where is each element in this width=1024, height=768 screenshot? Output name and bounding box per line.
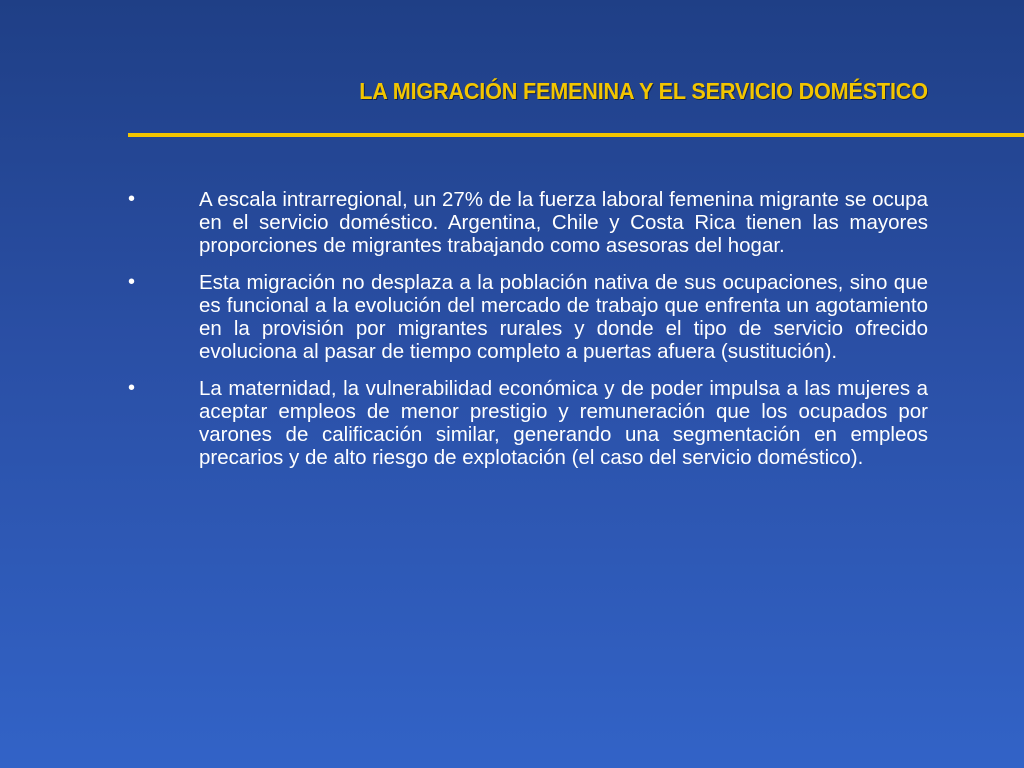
bullet-icon: •: [128, 377, 136, 399]
bullet-item-2: [128, 271, 928, 363]
bullet-icon: •: [128, 188, 136, 210]
bullet-text-3: La maternidad, la vulnerabilidad económica y de poder impulsa a las mujeres a aceptar empleos de menor prestigio y remuneración que los ocupados por varones de calificación similar, generando una segmentación en empleos precarios y de alto riesgo de explotación (el caso del servicio doméstico).: [199, 377, 928, 469]
bullet-item-1: [128, 188, 928, 257]
title-divider: [128, 133, 1024, 137]
bullet-item-3: [128, 377, 928, 469]
bullet-text-2: Esta migración no desplaza a la población nativa de sus ocupaciones, sino que es funcional a la evolución del mercado de trabajo que enfrenta un agotamiento en la provisión por migrantes rurales y donde el tipo de servicio ofrecido evoluciona al pasar de tiempo completo a puertas afuera (sustitución).: [199, 271, 928, 363]
slide-title: LA MIGRACIÓN FEMENINA Y EL SERVICIO DOMÉSTICO: [359, 78, 928, 104]
bullet-icon: •: [128, 271, 136, 293]
bullet-list: [128, 188, 928, 483]
bullet-text-1: A escala intrarregional, un 27% de la fuerza laboral femenina migrante se ocupa en el servicio doméstico. Argentina, Chile y Costa Rica tienen las mayores proporciones de migrantes trabajando como asesoras del hogar.: [199, 188, 928, 257]
